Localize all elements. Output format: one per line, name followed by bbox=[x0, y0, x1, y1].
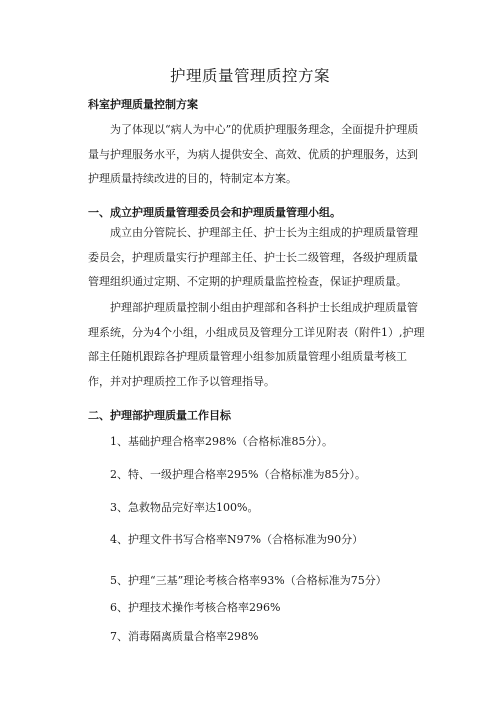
document-title: 护理质量管理质控方案 bbox=[169, 67, 330, 85]
goal-item: 7、消毒隔离质量合格率298% bbox=[110, 630, 259, 643]
goal-item: 1、基础护理合格率298%（合格标准85分）。 bbox=[110, 435, 333, 448]
goal-item: 3、急救物品完好率达100%。 bbox=[110, 501, 259, 514]
goal-item: 2、特、一级护理合格率295%（合格标准为85分）。 bbox=[110, 468, 366, 481]
goal-item: 4、护理文件书写合格率N97%（合格标准为90分） bbox=[110, 533, 364, 546]
section1-heading: 一、成立护理质量管理委员会和护理质量管理小组。 bbox=[88, 206, 341, 219]
section2-heading: 二、护理部护理质量工作目标 bbox=[88, 409, 231, 422]
section1-paragraph-1: 成立由分管院长、护理部主任、护士长为主组成的护理质量管理委员会，护理质量实行护理部主任、护士长二级管理，各级护理质量管理组织通过定期、不定期的护理质量监控检查，保证护理质量。 bbox=[88, 226, 418, 288]
goal-item: 6、护理技术操作考核合格率296% bbox=[110, 601, 281, 614]
section-subtitle: 科室护理质量控制方案 bbox=[88, 98, 198, 111]
intro-paragraph: 为了体现以“病人为中心”的优质护理服务理念，全面提升护理质量与护理服务水平，为病人提供安全、高效、优质的护理服务，达到护理质量持续改进的目的，特制定本方案。 bbox=[88, 123, 419, 185]
goal-item: 5、护理“三基”理论考核合格率93%（合格标准为75分） bbox=[110, 574, 387, 587]
section1-paragraph-2: 护理部护理质量控制小组由护理部和各科护士长组成护理质量管理系统，分为4个小组，小组成员及管理分工详见附表（附件1）,护理部主任随机跟踪各护理质量管理小组参加质量管理小组质量考核工作，并对护理质控工作予以管理指导。 bbox=[88, 301, 425, 388]
